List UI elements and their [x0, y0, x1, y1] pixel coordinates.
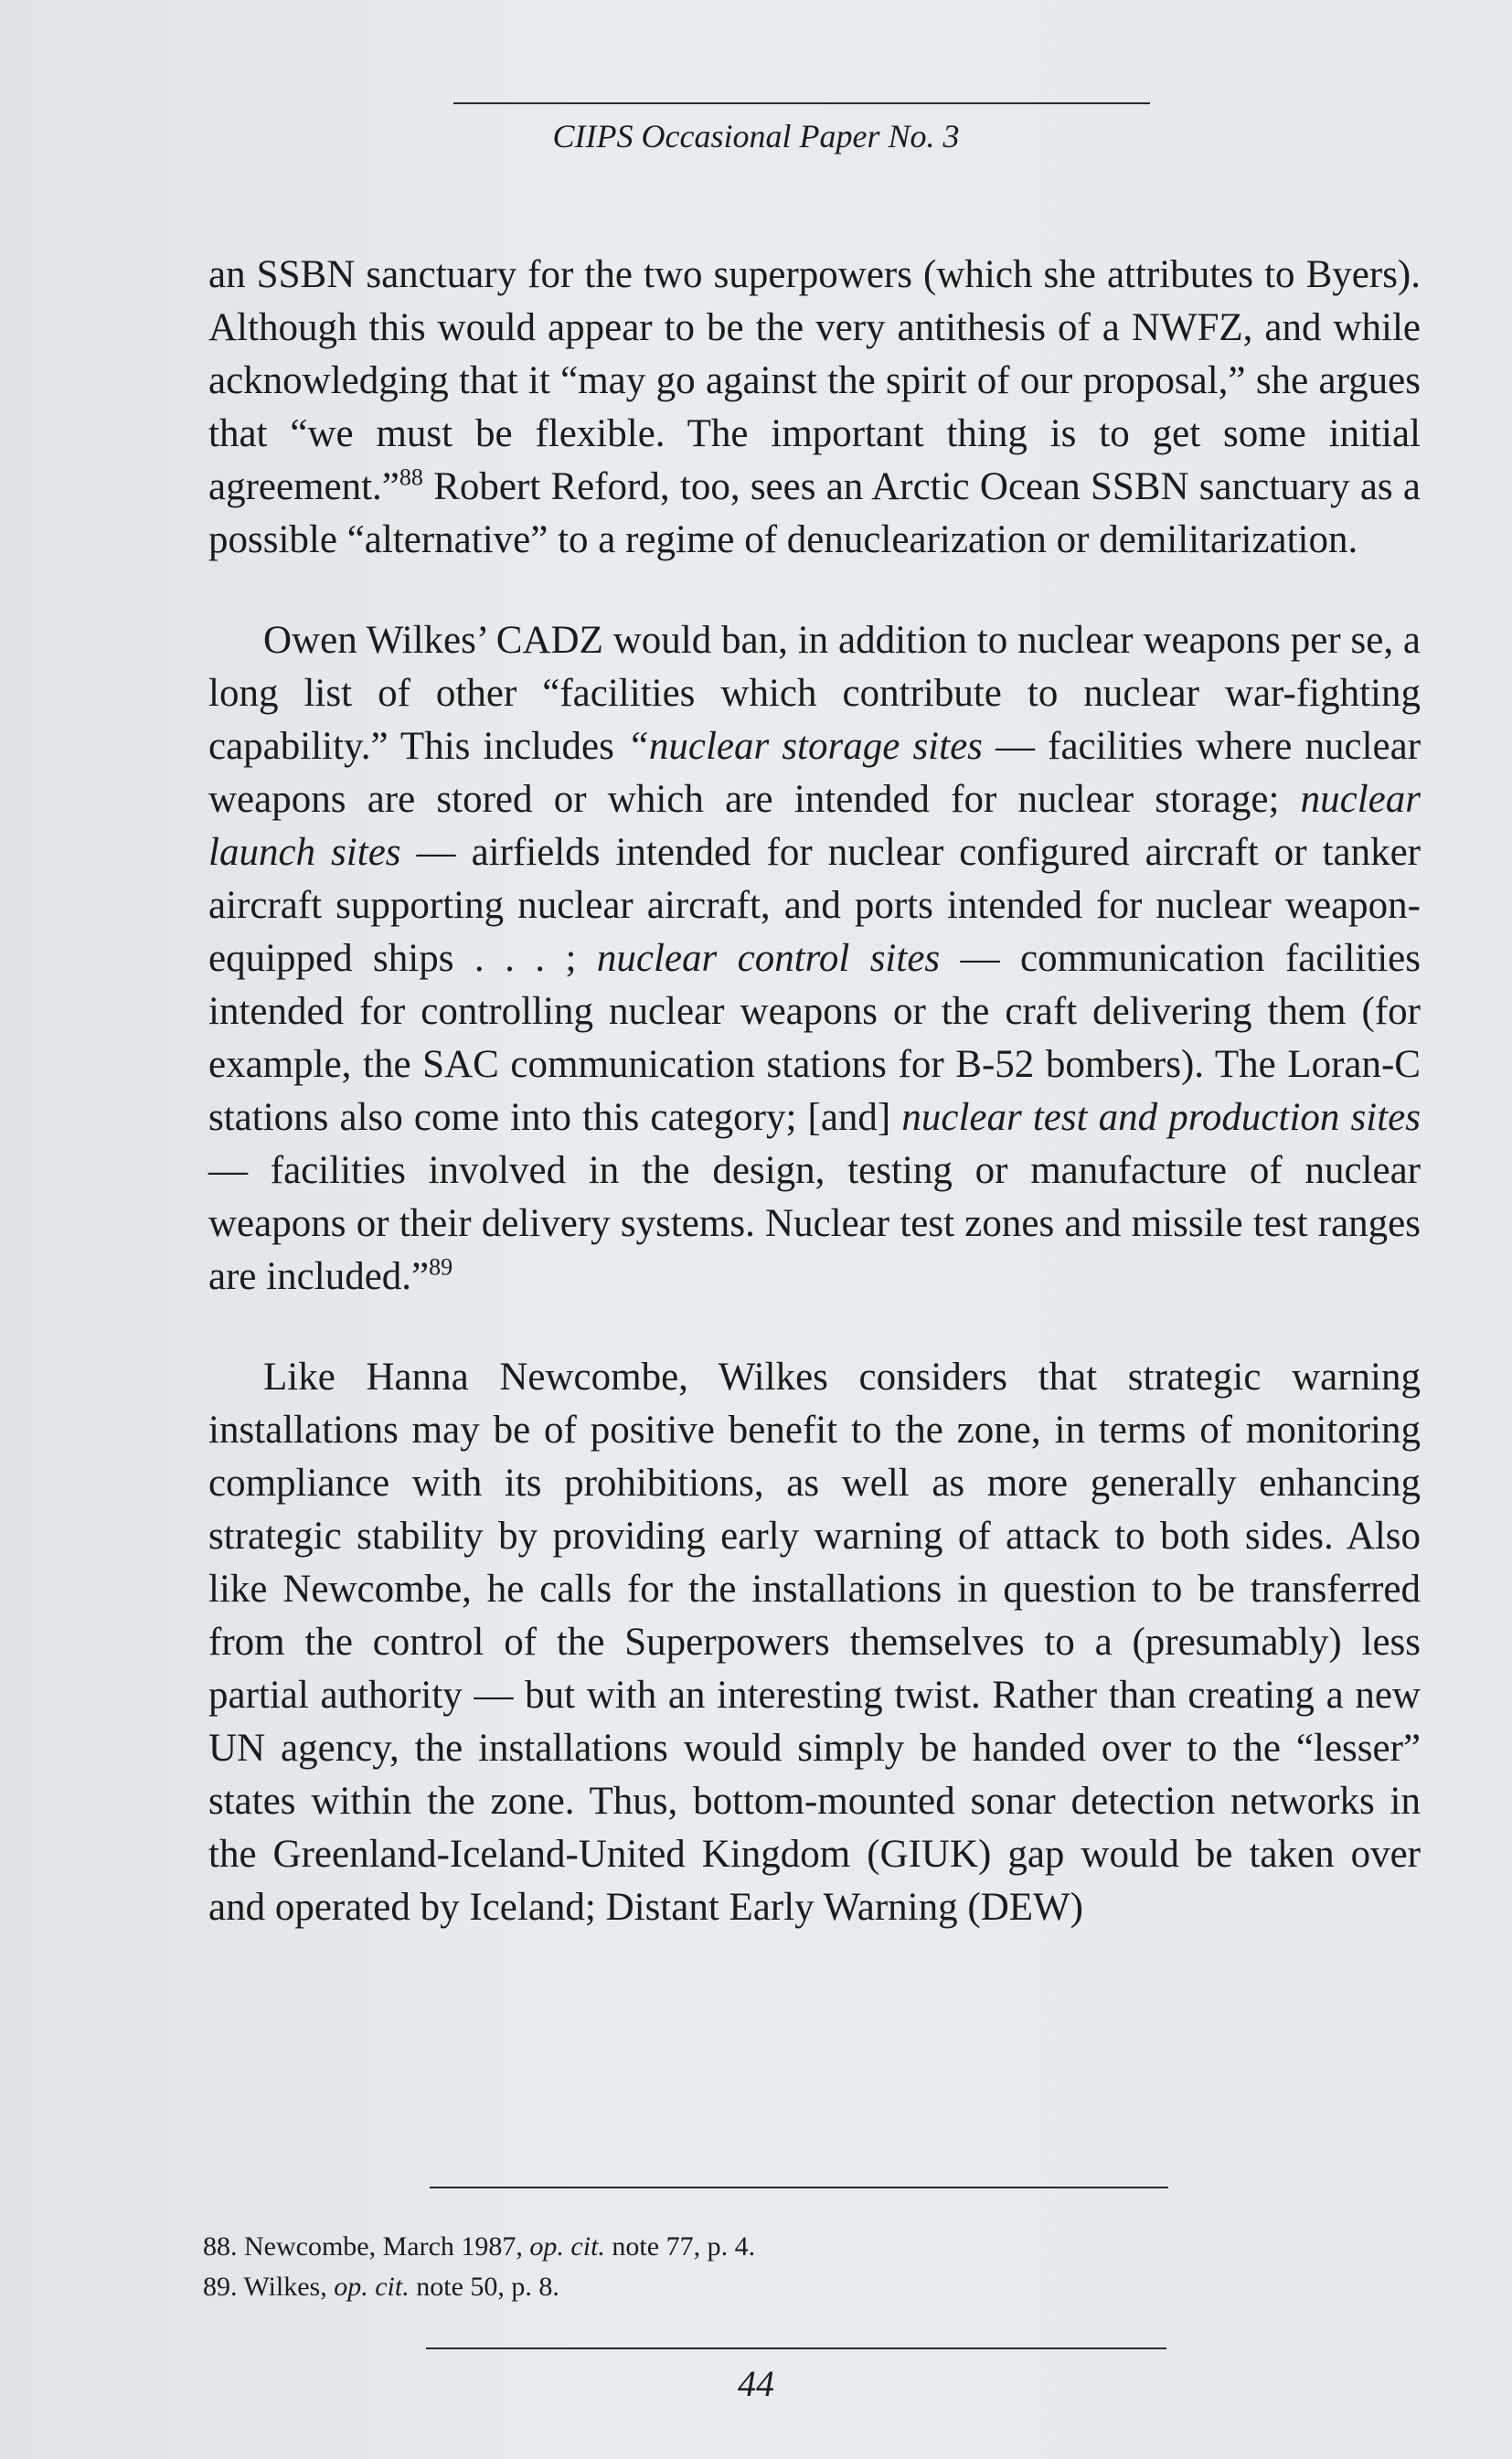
paragraph-1	[208, 249, 1421, 567]
paragraph-3	[208, 1351, 1421, 1934]
header-rule	[453, 102, 1150, 104]
italic-term: nuclear launch sites	[208, 778, 1421, 874]
text-span: an SSBN sanctuary for the two superpowers (which she attributes to Byers). Although this would appear to be the very antithesis of a NWFZ, and while acknowledging that it “may go against the spirit of our proposal,” she argues that “we must be flexible. The important thing is to get some initial agreement.”	[208, 253, 1421, 508]
footnote-88	[203, 2227, 1391, 2267]
italic-term: nuclear test and production sites	[901, 1096, 1421, 1139]
italic-term: op. cit.	[334, 2272, 410, 2302]
footnote-89	[203, 2267, 1391, 2307]
italic-term: “nuclear storage sites	[626, 725, 983, 768]
text-span: 89. Wilkes,	[203, 2272, 335, 2302]
footnote-ref-88: 88	[399, 463, 423, 491]
footnote-ref-89: 89	[429, 1253, 453, 1281]
text-span: — airfields intended for nuclear configured aircraft or tanker aircraft supporting nuclear aircraft, and ports intended for nuclear weapon-equipped ships . . . ;	[208, 831, 1421, 980]
page-number-rule	[426, 2347, 1166, 2349]
text-span: Like Hanna Newcombe, Wilkes considers that strategic warning installations may be of positive benefit to the zone, in terms of monitoring compliance with its prohibitions, as well as more generally enhancing strategic stability by providing early warning of attack to both sides. Also like Newcombe, he calls for the installations in question to be transferred from the control of the Superpowers themselves to a (presumably) less partial authority — but with an interesting twist. Rather than creating a new UN agency, the installations would simply be handed over to the “lesser” states within the zone. Thus, bottom-mounted sonar detection networks in the Greenland-Iceland-United Kingdom (GIUK) gap would be taken over and operated by Iceland; Distant Early Warning (DEW)	[208, 1356, 1421, 1929]
text-span: note 77, p. 4.	[604, 2231, 756, 2262]
running-header: CIIPS Occasional Paper No. 3	[552, 118, 960, 154]
text-span: — communication facilities intended for controlling nuclear weapons or the craft delivering them (for example, the SAC communication stations for B-52 bombers). The Loran-C stations also come into this category; [and]	[208, 937, 1421, 1139]
footnote-rule	[430, 2187, 1168, 2188]
text-span: note 50, p. 8.	[409, 2272, 559, 2302]
page-number: 44	[738, 2363, 774, 2404]
paragraph-2	[208, 614, 1421, 1304]
italic-term: nuclear control sites	[596, 937, 941, 980]
text-span: Robert Reford, too, sees an Arctic Ocean SSBN sanctuary as a possible “alternative” to a regime of denuclearization or demilitarization.	[208, 465, 1421, 561]
text-span: Owen Wilkes’ CADZ would ban, in addition to nuclear weapons per se, a long list of other “facilities which contribute to nuclear war-fighting capability.” This includes	[208, 619, 1421, 768]
text-span: — facilities where nuclear weapons are stored or which are intended for nuclear storage;	[208, 725, 1421, 821]
text-span: — facilities involved in the design, testing or manufacture of nuclear weapons or their delivery systems. Nuclear test zones and missile test ranges are included.”	[208, 1149, 1421, 1298]
body-text	[208, 249, 1421, 1982]
text-span: 88. Newcombe, March 1987,	[203, 2231, 530, 2262]
italic-term: op. cit.	[529, 2231, 605, 2262]
footnotes	[203, 2227, 1391, 2307]
